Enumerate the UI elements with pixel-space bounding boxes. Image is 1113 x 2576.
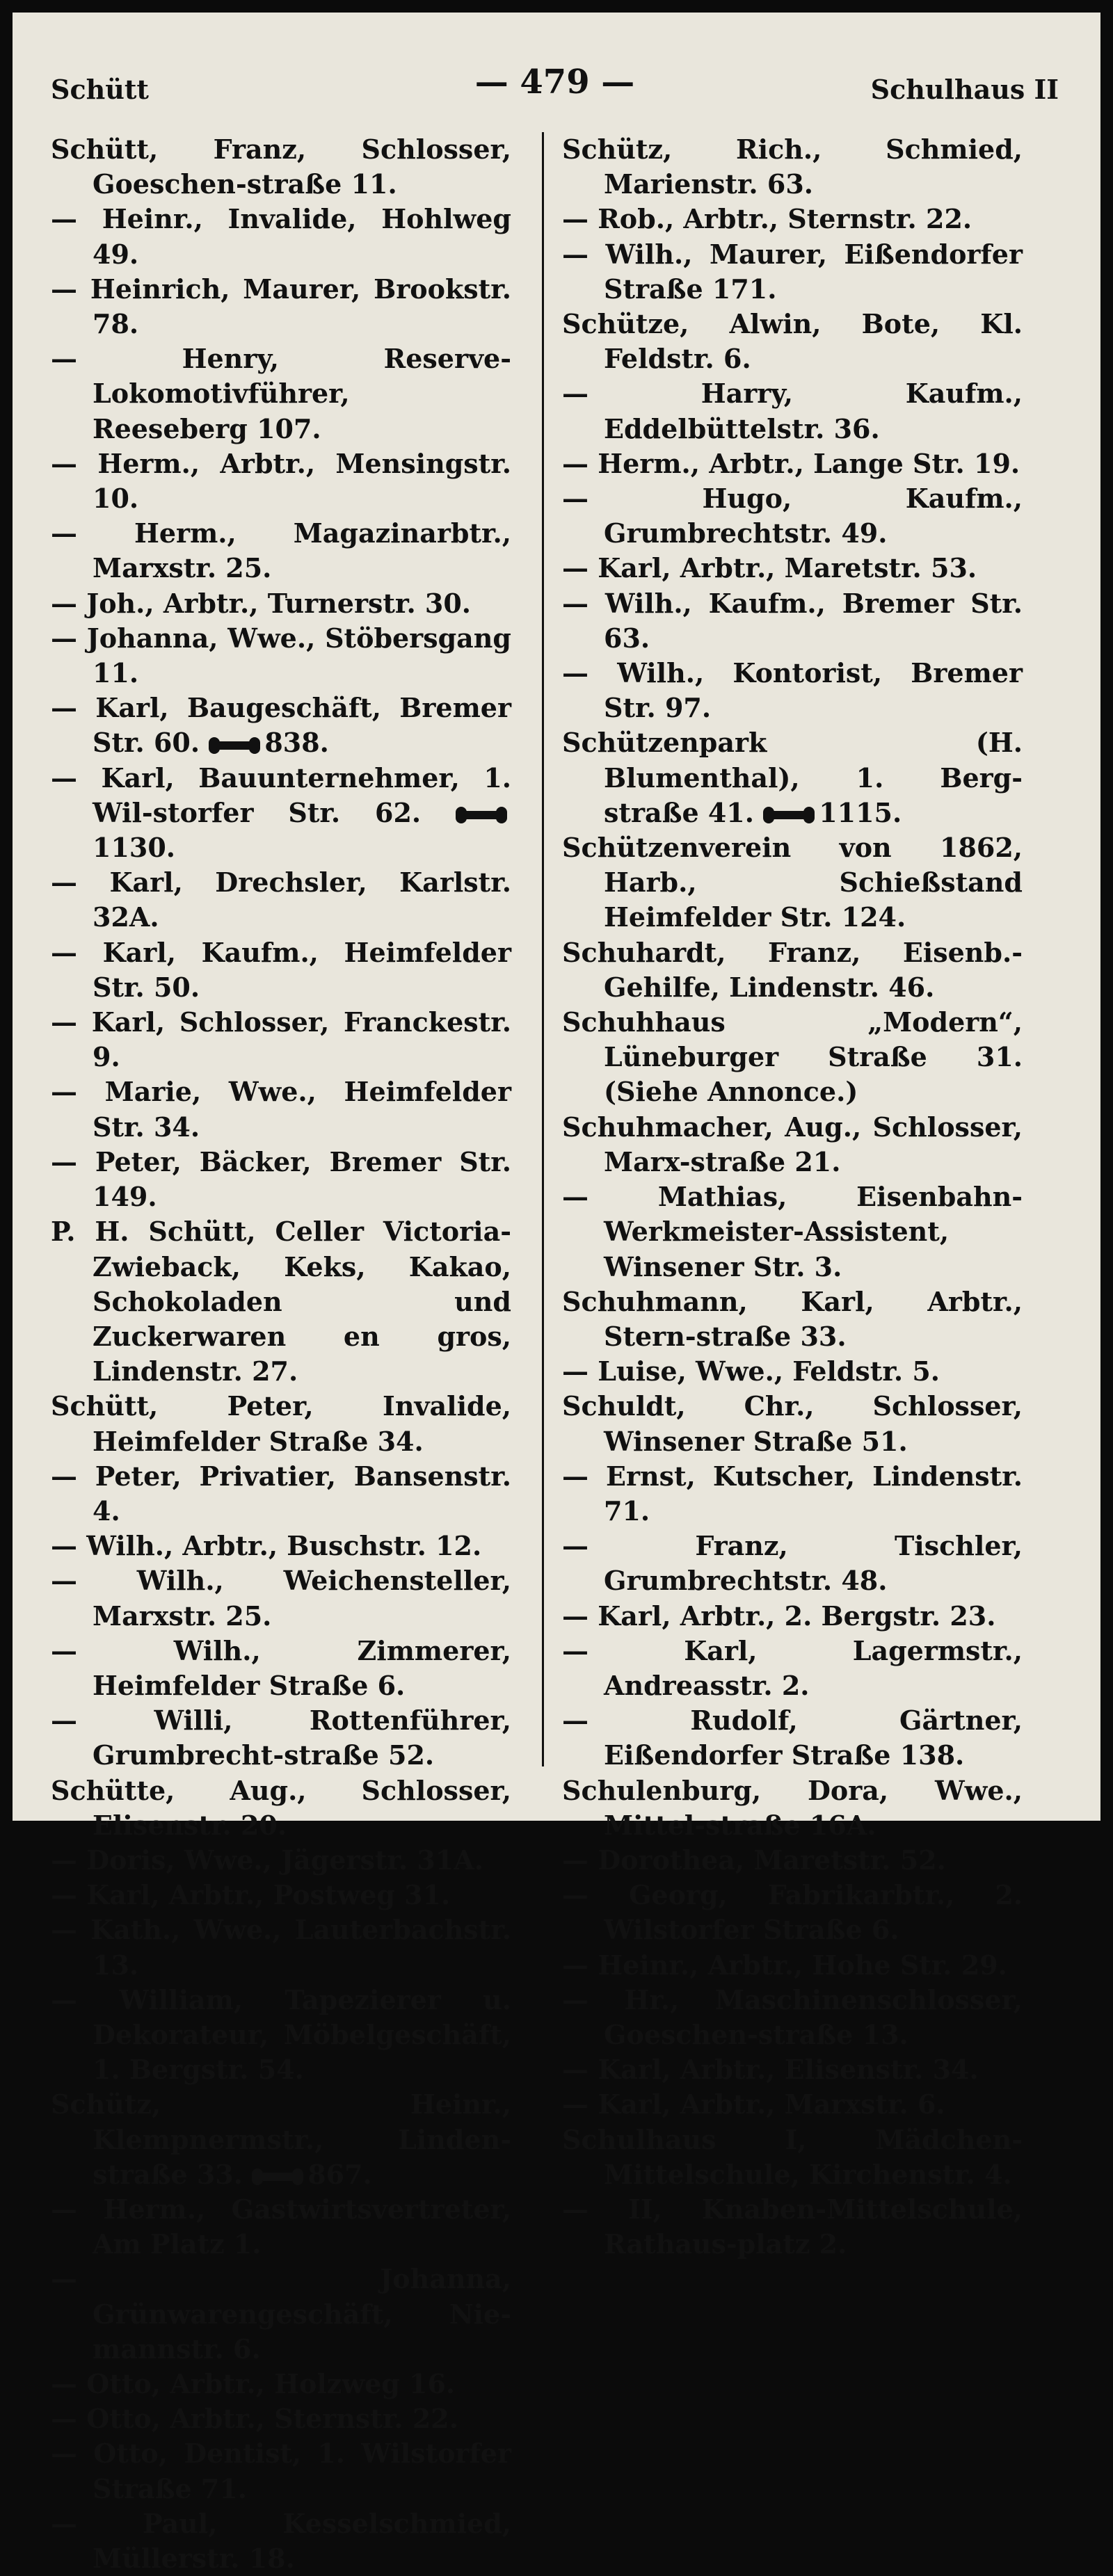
directory-entry: — Willi, Rottenführer, Grumbrecht-straße 52.	[51, 1705, 511, 1771]
page-number: — 479 —	[474, 63, 635, 102]
directory-entry: Schuhardt, Franz, Eisenb.-Gehilfe, Lindenstr. 46.	[562, 936, 1023, 1003]
directory-entry: — Wilh., Arbtr., Buschstr. 12.	[51, 1530, 482, 1562]
directory-entry: — Marie, Wwe., Heimfelder Str. 34.	[51, 1076, 511, 1143]
directory-entry: — Georg, Fabrikarbtr., 2. Wilstorfer Straße 6.	[562, 1879, 1023, 1946]
directory-entry: — Paul, Kesselschmied, Müllerstr. 18.	[51, 2507, 511, 2575]
directory-entry: — Wilh., Maurer, Eißendorfer Straße 171.	[562, 238, 1023, 305]
telephone-icon	[209, 737, 260, 754]
directory-entry: Schulenburg, Dora, Wwe., Mittel-straße 16A.	[562, 1774, 1023, 1841]
directory-entry: — Herm., Magazinarbtr., Marxstr. 25.	[51, 517, 511, 584]
right-column	[562, 132, 1023, 2262]
directory-entry: Schütte, Aug., Schlosser, Elisenstr. 20.	[51, 1774, 511, 1841]
directory-entry: — Mathias, Eisenbahn-Werkmeister-Assistent, Winsener Str. 3.	[562, 1181, 1023, 1282]
telephone-icon	[763, 807, 815, 823]
directory-entry: — William, Tapezierer u. Dekorateur, Möbelgeschäft, 1. Bergstr. 54.	[51, 1983, 511, 2086]
directory-entry: — Franz, Tischler, Grumbrechtstr. 48.	[562, 1530, 1023, 1597]
directory-entry: — Karl, Schlosser, Franckestr. 9.	[51, 1006, 511, 1073]
directory-entry: — Henry, Reserve-Lokomotivführer, Reeseberg 107.	[51, 343, 511, 444]
directory-entry: — Heinr., Invalide, Hohlweg 49.	[51, 203, 511, 270]
directory-entry: Schuhmann, Karl, Arbtr., Stern-straße 33.	[562, 1285, 1023, 1352]
directory-entry: Schuhhaus „Modern“, Lüneburger Straße 31. (Siehe Annonce.)	[562, 1006, 1023, 1108]
phone-number: 838.	[264, 727, 329, 759]
directory-entry: Schütz, Rich., Schmied, Marienstr. 63.	[562, 134, 1023, 200]
phone-number: 1130.	[93, 832, 175, 864]
directory-entry: — Karl, Lagermstr., Andreasstr. 2.	[562, 1634, 1023, 1701]
directory-entry: — Karl, Bauunternehmer, 1. Wil-storfer Str. 62. 1130.	[51, 762, 511, 864]
directory-entry: Schützenpark (H. Blumenthal), 1. Berg-straße 41. 1115.	[562, 727, 1023, 828]
directory-entry: — II, Knaben-Mittelschule, Rathaus-platz 2.	[562, 2193, 1023, 2260]
directory-entry: P. H. Schütt, Celler Victoria-Zwieback, Keks, Kakao, Schokoladen und Zuckerwaren en gros, Lindenstr. 27.	[51, 1216, 511, 1387]
running-head-right: Schulhaus II	[870, 74, 1059, 105]
directory-entry: — Herm., Arbtr., Lange Str. 19.	[562, 447, 1020, 479]
directory-entry: Schütt, Franz, Schlosser, Goeschen-straße 11.	[51, 134, 511, 200]
directory-entry: — Karl, Arbtr., Marxstr. 6.	[562, 2088, 945, 2120]
directory-entry: — Wilh., Kontorist, Bremer Str. 97.	[562, 657, 1023, 724]
directory-entry: — Otto, Arbtr., Holzweg 16.	[51, 2368, 456, 2399]
directory-entry: — Johanna, Wwe., Stöbersgang 11.	[51, 622, 511, 689]
telephone-icon	[252, 2168, 303, 2185]
directory-entry: — Karl, Baugeschäft, Bremer Str. 60. 838.	[51, 692, 511, 759]
directory-entry: — Herm., Arbtr., Mensingstr. 10.	[51, 447, 511, 515]
directory-entry: — Peter, Bäcker, Bremer Str. 149.	[51, 1145, 511, 1213]
directory-entry: — Kath., Wwe., Lauterbachstr. 13.	[51, 1914, 511, 1981]
directory-entry: — Karl, Arbtr., Postweg 31.	[51, 1879, 451, 1911]
directory-entry: — Karl, Arbtr., Elisenstr. 34.	[562, 2054, 979, 2086]
directory-entry: Schütz, Heinr., Klempnermstr., Linden-straße 33. 867.	[51, 2088, 511, 2190]
directory-entry: — Johanna, Grünwarengeschäft, Nie-mannstr. 6.	[51, 2263, 511, 2365]
directory-entry: Schütze, Alwin, Bote, Kl. Feldstr. 6.	[562, 308, 1023, 375]
running-head-left: Schütt	[51, 74, 149, 105]
directory-page	[13, 13, 1100, 2575]
directory-entry: — Ernst, Kutscher, Lindenstr. 71.	[562, 1460, 1023, 1527]
directory-entry: — Wilh., Kaufm., Bremer Str. 63.	[562, 587, 1023, 654]
left-column	[51, 132, 511, 2576]
phone-number: 867.	[307, 2158, 372, 2190]
directory-entry: — Wilh., Zimmerer, Heimfelder Straße 6.	[51, 1634, 511, 1701]
directory-entry: — Heinrich, Maurer, Brookstr. 78.	[51, 273, 511, 340]
directory-entry: — Otto, Dentist, 1. Wilstorfer Straße 71.	[51, 2438, 511, 2504]
directory-entry: — Joh., Arbtr., Turnerstr. 30.	[51, 587, 472, 619]
directory-entry: — Hr., Maschinenschlosser, Goeschen-straße 13.	[562, 1983, 1023, 2050]
directory-entry: Schützenverein von 1862, Harb., Schießstand Heimfelder Str. 124.	[562, 832, 1023, 933]
directory-entry: Schütt, Peter, Invalide, Heimfelder Straße 34.	[51, 1390, 511, 1457]
directory-entry: — Herm., Gastwirtsvertreter, Am Platz 1.	[51, 2193, 511, 2260]
directory-entry: — Wilh., Weichensteller, Marxstr. 25.	[51, 1565, 511, 1632]
directory-entry: — Karl, Arbtr., 2. Bergstr. 23.	[562, 1600, 996, 1632]
directory-entry: — Heinr., Arbtr., Hohe Str. 29.	[562, 1949, 1007, 1981]
phone-number: 1115.	[819, 796, 902, 828]
directory-entry: — Otto, Arbtr., Sternstr. 22.	[51, 2403, 458, 2435]
directory-entry: — Hugo, Kaufm., Grumbrechtstr. 49.	[562, 483, 1023, 549]
directory-entry: Schulhaus I, Mädchen-Mittelschule, Kirchenstr. 4.	[562, 2123, 1023, 2190]
directory-entry: — Karl, Drechsler, Karlstr. 32A.	[51, 867, 511, 933]
directory-entry: — Doris, Wwe., Jägerstr. 31A.	[51, 1844, 483, 1876]
directory-entry: — Karl, Kaufm., Heimfelder Str. 50.	[51, 936, 511, 1003]
telephone-icon	[456, 807, 507, 823]
directory-entry: — Harry, Kaufm., Eddelbüttelstr. 36.	[562, 378, 1023, 444]
directory-entry: Schuldt, Chr., Schlosser, Winsener Straße 51.	[562, 1390, 1023, 1457]
directory-entry: — Luise, Wwe., Feldstr. 5.	[562, 1355, 940, 1387]
page-header	[51, 63, 1059, 104]
directory-entry: — Karl, Arbtr., Maretstr. 53.	[562, 552, 977, 584]
directory-entry: — Rob., Arbtr., Sternstr. 22.	[562, 203, 972, 235]
directory-entry: — Peter, Privatier, Bansenstr. 4.	[51, 1460, 511, 1527]
column-divider	[542, 132, 544, 1766]
directory-entry: — Rudolf, Gärtner, Eißendorfer Straße 138.	[562, 1705, 1023, 1771]
directory-entry: — Dorothea, Maretstr. 52.	[562, 1844, 946, 1876]
directory-entry: Schuhmacher, Aug., Schlosser, Marx-straße 21.	[562, 1111, 1023, 1177]
